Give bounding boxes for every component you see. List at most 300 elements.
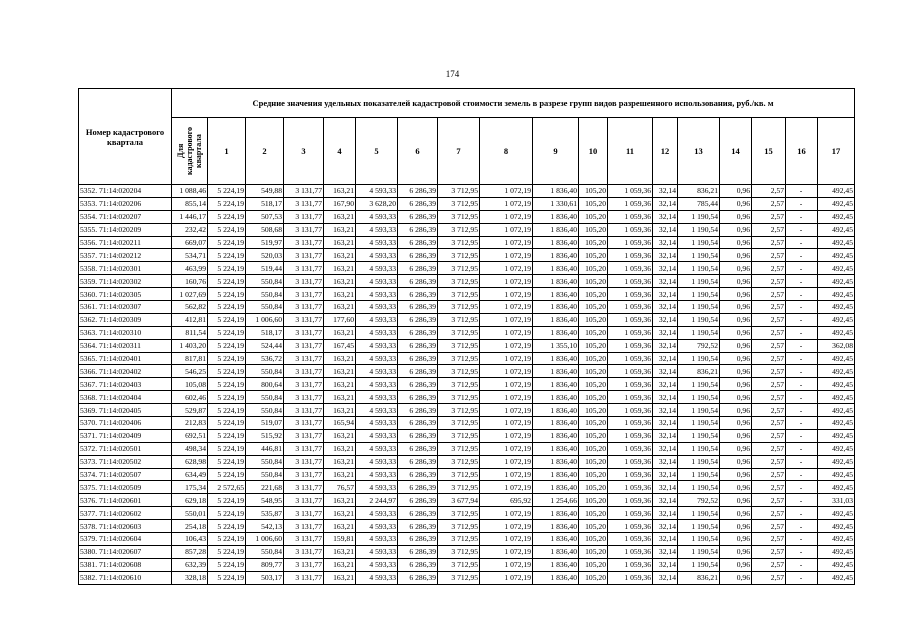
table-cell: 106,43: [172, 533, 208, 546]
table-cell: 1 059,36: [608, 223, 653, 236]
table-cell: 1 190,54: [678, 558, 720, 571]
table-cell: 550,84: [246, 391, 284, 404]
table-cell: 1 190,54: [678, 326, 720, 339]
table-cell: 520,03: [246, 249, 284, 262]
table-cell: 1 190,54: [678, 520, 720, 533]
header-row-title: Номер кадастрового квартала: [79, 89, 172, 185]
table-cell: 446,81: [246, 442, 284, 455]
table-cell: 0,96: [720, 249, 752, 262]
table-cell: 550,84: [246, 301, 284, 314]
table-cell: 32,14: [653, 533, 678, 546]
table-cell: 3 628,20: [356, 197, 398, 210]
table-cell: 550,84: [246, 288, 284, 301]
table-cell: 492,45: [818, 429, 855, 442]
table-cell: 492,45: [818, 288, 855, 301]
table-cell: 1 403,20: [172, 339, 208, 352]
table-cell: 6 286,39: [398, 275, 438, 288]
table-cell: 0,96: [720, 391, 752, 404]
table-cell: 4 593,33: [356, 275, 398, 288]
table-cell: 3 712,95: [438, 197, 480, 210]
table-cell: 492,45: [818, 236, 855, 249]
table-cell: 3 712,95: [438, 262, 480, 275]
table-cell: 1 836,40: [533, 288, 579, 301]
table-cell: -: [786, 352, 818, 365]
table-cell: -: [786, 533, 818, 546]
table-cell: 1 836,40: [533, 533, 579, 546]
table-cell: 1 059,36: [608, 352, 653, 365]
table-cell: 602,46: [172, 391, 208, 404]
cadastral-quarter-number: 5372. 71:14:020501: [79, 442, 172, 455]
table-cell: 32,14: [653, 455, 678, 468]
table-cell: 1 059,36: [608, 301, 653, 314]
table-cell: 3 712,95: [438, 275, 480, 288]
table-cell: 0,96: [720, 417, 752, 430]
table-cell: 1 006,60: [246, 313, 284, 326]
table-cell: 163,21: [324, 223, 356, 236]
table-cell: 32,14: [653, 262, 678, 275]
table-cell: 362,08: [818, 339, 855, 352]
table-cell: 6 286,39: [398, 352, 438, 365]
table-cell: 1 836,40: [533, 301, 579, 314]
table-cell: 1 190,54: [678, 533, 720, 546]
table-cell: 492,45: [818, 210, 855, 223]
table-cell: 519,44: [246, 262, 284, 275]
table-cell: 3 712,95: [438, 558, 480, 571]
table-cell: 105,20: [579, 391, 608, 404]
table-cell: 1 059,36: [608, 249, 653, 262]
table-cell: 2,57: [752, 558, 786, 571]
table-cell: 3 712,95: [438, 571, 480, 584]
table-cell: -: [786, 481, 818, 494]
table-cell: 105,20: [579, 378, 608, 391]
table-cell: 1 059,36: [608, 520, 653, 533]
table-row: [79, 468, 855, 481]
table-row: [79, 545, 855, 558]
table-cell: 1 059,36: [608, 558, 653, 571]
table-cell: 105,20: [579, 352, 608, 365]
table-cell: 4 593,33: [356, 210, 398, 223]
table-cell: 105,20: [579, 262, 608, 275]
table-cell: 5 224,19: [208, 494, 246, 507]
table-cell: 3 131,77: [284, 236, 324, 249]
table-cell: 1 836,40: [533, 236, 579, 249]
table-cell: 492,45: [818, 468, 855, 481]
table-cell: 76,57: [324, 481, 356, 494]
table-cell: 105,20: [579, 275, 608, 288]
table-cell: 1 836,40: [533, 481, 579, 494]
table-cell: 3 712,95: [438, 313, 480, 326]
cadastral-quarter-number: 5370. 71:14:020406: [79, 417, 172, 430]
table-cell: 4 593,33: [356, 442, 398, 455]
header-col-6: 6: [398, 118, 438, 185]
table-cell: 492,45: [818, 404, 855, 417]
table-cell: -: [786, 262, 818, 275]
table-cell: 628,98: [172, 455, 208, 468]
table-cell: 5 224,19: [208, 558, 246, 571]
table-cell: 0,96: [720, 275, 752, 288]
table-row: [79, 352, 855, 365]
table-cell: 4 593,33: [356, 391, 398, 404]
table-cell: 6 286,39: [398, 429, 438, 442]
table-cell: 6 286,39: [398, 545, 438, 558]
cadastral-quarter-number: 5377. 71:14:020602: [79, 507, 172, 520]
table-row: [79, 197, 855, 210]
table-cell: 1 190,54: [678, 275, 720, 288]
table-cell: 165,94: [324, 417, 356, 430]
table-cell: 3 712,95: [438, 468, 480, 481]
table-cell: 32,14: [653, 185, 678, 198]
table-cell: 6 286,39: [398, 468, 438, 481]
table-cell: 5 224,19: [208, 442, 246, 455]
table-row: [79, 236, 855, 249]
table-cell: 519,97: [246, 236, 284, 249]
table-cell: 2,57: [752, 404, 786, 417]
table-row: [79, 378, 855, 391]
table-cell: 1 190,54: [678, 236, 720, 249]
table-row: [79, 249, 855, 262]
table-cell: 669,07: [172, 236, 208, 249]
table-cell: 1 836,40: [533, 223, 579, 236]
header-col-7: 7: [438, 118, 480, 185]
table-cell: 328,18: [172, 571, 208, 584]
table-cell: 5 224,19: [208, 236, 246, 249]
table-cell: 2,57: [752, 288, 786, 301]
table-cell: 1 059,36: [608, 365, 653, 378]
table-cell: 1 059,36: [608, 468, 653, 481]
table-cell: 503,17: [246, 571, 284, 584]
table-cell: 529,87: [172, 404, 208, 417]
table-cell: 6 286,39: [398, 210, 438, 223]
table-cell: 4 593,33: [356, 404, 398, 417]
table-cell: 550,84: [246, 275, 284, 288]
table-cell: 1 072,19: [480, 313, 533, 326]
table-cell: 4 593,33: [356, 313, 398, 326]
table-cell: 492,45: [818, 520, 855, 533]
table-cell: 0,96: [720, 185, 752, 198]
cadastral-quarter-number: 5382. 71:14:020610: [79, 571, 172, 584]
table-cell: 1 059,36: [608, 494, 653, 507]
table-cell: 5 224,19: [208, 455, 246, 468]
table-cell: 163,21: [324, 262, 356, 275]
table-cell: 632,39: [172, 558, 208, 571]
table-cell: 2,57: [752, 417, 786, 430]
table-cell: 3 712,95: [438, 429, 480, 442]
table-cell: 3 131,77: [284, 468, 324, 481]
table-cell: 1 072,19: [480, 391, 533, 404]
table-cell: 32,14: [653, 481, 678, 494]
table-cell: 1 072,19: [480, 288, 533, 301]
table-cell: 836,21: [678, 365, 720, 378]
table-cell: 3 131,77: [284, 313, 324, 326]
table-cell: 1 059,36: [608, 429, 653, 442]
cadastral-quarter-number: 5381. 71:14:020608: [79, 558, 172, 571]
table-cell: 3 712,95: [438, 210, 480, 223]
table-cell: 1 072,19: [480, 507, 533, 520]
table-cell: 1 059,36: [608, 404, 653, 417]
header-col-5: 5: [356, 118, 398, 185]
table-cell: 3 712,95: [438, 365, 480, 378]
table-cell: 1 190,54: [678, 545, 720, 558]
table-cell: 105,20: [579, 301, 608, 314]
cadastral-quarter-number: 5380. 71:14:020607: [79, 545, 172, 558]
table-cell: 177,60: [324, 313, 356, 326]
table-cell: 1 190,54: [678, 313, 720, 326]
table-cell: -: [786, 313, 818, 326]
table-cell: 2,57: [752, 507, 786, 520]
table-cell: 0,96: [720, 494, 752, 507]
cadastral-quarter-number: 5355. 71:14:020209: [79, 223, 172, 236]
table-cell: 1 072,19: [480, 481, 533, 494]
table-cell: 3 131,77: [284, 494, 324, 507]
table-cell: 1 836,40: [533, 185, 579, 198]
table-cell: 1 836,40: [533, 326, 579, 339]
table-cell: 492,45: [818, 442, 855, 455]
table-cell: 1 059,36: [608, 210, 653, 223]
header-col-1: 1: [208, 118, 246, 185]
table-cell: 2,57: [752, 442, 786, 455]
table-cell: 3 712,95: [438, 249, 480, 262]
table-cell: 518,17: [246, 326, 284, 339]
table-cell: 3 131,77: [284, 442, 324, 455]
table-row: [79, 339, 855, 352]
table-cell: 6 286,39: [398, 558, 438, 571]
table-cell: 2,57: [752, 378, 786, 391]
table-cell: 1 446,17: [172, 210, 208, 223]
table-cell: 1 059,36: [608, 236, 653, 249]
table-cell: 4 593,33: [356, 352, 398, 365]
table-cell: 105,20: [579, 339, 608, 352]
table-cell: 5 224,19: [208, 262, 246, 275]
cadastral-quarter-number: 5379. 71:14:020604: [79, 533, 172, 546]
table-cell: 0,96: [720, 301, 752, 314]
cadastral-quarter-number: 5367. 71:14:020403: [79, 378, 172, 391]
table-cell: 2,57: [752, 494, 786, 507]
table-cell: 4 593,33: [356, 455, 398, 468]
table-cell: 3 712,95: [438, 404, 480, 417]
table-cell: 32,14: [653, 378, 678, 391]
table-cell: 1 059,36: [608, 378, 653, 391]
table-cell: 1 072,19: [480, 404, 533, 417]
table-cell: 3 131,77: [284, 404, 324, 417]
table-cell: 0,96: [720, 339, 752, 352]
table-cell: 159,81: [324, 533, 356, 546]
table-cell: -: [786, 520, 818, 533]
table-cell: 163,21: [324, 571, 356, 584]
table-cell: 3 131,77: [284, 520, 324, 533]
table-cell: 4 593,33: [356, 326, 398, 339]
table-cell: 32,14: [653, 339, 678, 352]
table-cell: 163,21: [324, 429, 356, 442]
table-cell: 2,57: [752, 520, 786, 533]
table-cell: 3 131,77: [284, 339, 324, 352]
table-cell: 507,53: [246, 210, 284, 223]
table-cell: 3 712,95: [438, 236, 480, 249]
cadastral-quarter-number: 5357. 71:14:020212: [79, 249, 172, 262]
table-cell: 1 190,54: [678, 249, 720, 262]
table-cell: 3 131,77: [284, 378, 324, 391]
table-cell: 1 190,54: [678, 417, 720, 430]
table-cell: 163,21: [324, 249, 356, 262]
table-cell: 163,21: [324, 288, 356, 301]
table-cell: 6 286,39: [398, 223, 438, 236]
table-cell: 3 712,95: [438, 378, 480, 391]
table-row: [79, 185, 855, 198]
table-cell: 167,45: [324, 339, 356, 352]
table-row: [79, 391, 855, 404]
table-cell: 105,20: [579, 288, 608, 301]
table-cell: 492,45: [818, 533, 855, 546]
table-cell: 105,20: [579, 197, 608, 210]
cadastral-quarter-number: 5376. 71:14:020601: [79, 494, 172, 507]
table-cell: 6 286,39: [398, 236, 438, 249]
table-cell: 1 190,54: [678, 429, 720, 442]
table-cell: 1 190,54: [678, 481, 720, 494]
table-cell: 792,52: [678, 339, 720, 352]
table-cell: 5 224,19: [208, 571, 246, 584]
table-cell: 3 712,95: [438, 391, 480, 404]
table-cell: 3 712,95: [438, 223, 480, 236]
table-cell: 2,57: [752, 429, 786, 442]
table-cell: -: [786, 391, 818, 404]
table-cell: 3 131,77: [284, 275, 324, 288]
table-cell: -: [786, 288, 818, 301]
table-cell: 32,14: [653, 507, 678, 520]
cadastral-quarter-number: 5365. 71:14:020401: [79, 352, 172, 365]
table-cell: -: [786, 275, 818, 288]
table-cell: 163,21: [324, 507, 356, 520]
table-cell: 2,57: [752, 301, 786, 314]
table-cell: 3 131,77: [284, 507, 324, 520]
table-cell: 5 224,19: [208, 352, 246, 365]
cadastral-quarter-number: 5358. 71:14:020301: [79, 262, 172, 275]
header-col-15: 15: [752, 118, 786, 185]
table-cell: 1 072,19: [480, 468, 533, 481]
table-cell: 1 072,19: [480, 223, 533, 236]
cadastral-quarter-number: 5373. 71:14:020502: [79, 455, 172, 468]
table-cell: 855,14: [172, 197, 208, 210]
table-cell: 163,21: [324, 520, 356, 533]
table-cell: 32,14: [653, 520, 678, 533]
table-cell: 550,84: [246, 365, 284, 378]
table-cell: 105,20: [579, 455, 608, 468]
table-cell: 1 836,40: [533, 417, 579, 430]
table-cell: 6 286,39: [398, 571, 438, 584]
table-cell: 1 072,19: [480, 429, 533, 442]
table-cell: 2 244,97: [356, 494, 398, 507]
table-cell: -: [786, 378, 818, 391]
table-cell: 5 224,19: [208, 301, 246, 314]
table-cell: 32,14: [653, 468, 678, 481]
table-cell: 3 712,95: [438, 507, 480, 520]
table-cell: 1 072,19: [480, 442, 533, 455]
header-first-col: [172, 118, 208, 185]
table-cell: 3 131,77: [284, 417, 324, 430]
table-cell: 5 224,19: [208, 313, 246, 326]
table-cell: 3 131,77: [284, 249, 324, 262]
table-row: [79, 288, 855, 301]
header-col-9: 9: [533, 118, 579, 185]
table-cell: 634,49: [172, 468, 208, 481]
table-cell: -: [786, 455, 818, 468]
table-cell: 1 836,40: [533, 429, 579, 442]
table-cell: 2,57: [752, 455, 786, 468]
table-cell: 105,08: [172, 378, 208, 391]
table-cell: 105,20: [579, 571, 608, 584]
table-cell: 1 072,19: [480, 545, 533, 558]
table-cell: 3 712,95: [438, 301, 480, 314]
table-cell: 535,87: [246, 507, 284, 520]
table-cell: -: [786, 468, 818, 481]
table-cell: -: [786, 223, 818, 236]
table-cell: 0,96: [720, 236, 752, 249]
table-cell: 492,45: [818, 378, 855, 391]
table-cell: 2,57: [752, 313, 786, 326]
table-cell: -: [786, 442, 818, 455]
table-cell: 3 131,77: [284, 210, 324, 223]
table-cell: 105,20: [579, 429, 608, 442]
table-cell: 562,82: [172, 301, 208, 314]
table-cell: 492,45: [818, 301, 855, 314]
table-cell: 1 072,19: [480, 417, 533, 430]
table-cell: 3 712,95: [438, 288, 480, 301]
cadastral-quarter-number: 5368. 71:14:020404: [79, 391, 172, 404]
table-cell: 0,96: [720, 520, 752, 533]
table-cell: 4 593,33: [356, 249, 398, 262]
table-cell: 1 190,54: [678, 262, 720, 275]
table-cell: 492,45: [818, 571, 855, 584]
table-cell: 0,96: [720, 313, 752, 326]
table-cell: 536,72: [246, 352, 284, 365]
table-row: [79, 326, 855, 339]
header-col-11: 11: [608, 118, 653, 185]
table-cell: 1 836,40: [533, 520, 579, 533]
table-cell: -: [786, 301, 818, 314]
table-cell: 3 131,77: [284, 301, 324, 314]
table-cell: 1 072,19: [480, 249, 533, 262]
table-cell: 2,57: [752, 185, 786, 198]
table-cell: 463,99: [172, 262, 208, 275]
table-cell: 4 593,33: [356, 223, 398, 236]
table-cell: 163,21: [324, 352, 356, 365]
table-cell: 163,21: [324, 558, 356, 571]
table-cell: 1 072,19: [480, 185, 533, 198]
table-cell: 1 072,19: [480, 365, 533, 378]
table-cell: 1 254,66: [533, 494, 579, 507]
table-cell: 0,96: [720, 558, 752, 571]
header-col-2: 2: [246, 118, 284, 185]
table-cell: 105,20: [579, 210, 608, 223]
table-cell: 492,45: [818, 275, 855, 288]
table-cell: 3 712,95: [438, 455, 480, 468]
table-cell: 32,14: [653, 223, 678, 236]
cadastral-quarter-number: 5378. 71:14:020603: [79, 520, 172, 533]
table-cell: 3 712,95: [438, 481, 480, 494]
table-cell: 2,57: [752, 365, 786, 378]
table-cell: -: [786, 429, 818, 442]
table-cell: 0,96: [720, 468, 752, 481]
table-cell: 2,57: [752, 275, 786, 288]
table-cell: 542,13: [246, 520, 284, 533]
table-cell: 492,45: [818, 455, 855, 468]
table-cell: 3 131,77: [284, 223, 324, 236]
table-cell: 4 593,33: [356, 301, 398, 314]
table-cell: 167,90: [324, 197, 356, 210]
table-cell: -: [786, 249, 818, 262]
table-cell: 5 224,19: [208, 288, 246, 301]
table-cell: 5 224,19: [208, 378, 246, 391]
table-cell: 1 836,40: [533, 545, 579, 558]
table-cell: 1 059,36: [608, 545, 653, 558]
